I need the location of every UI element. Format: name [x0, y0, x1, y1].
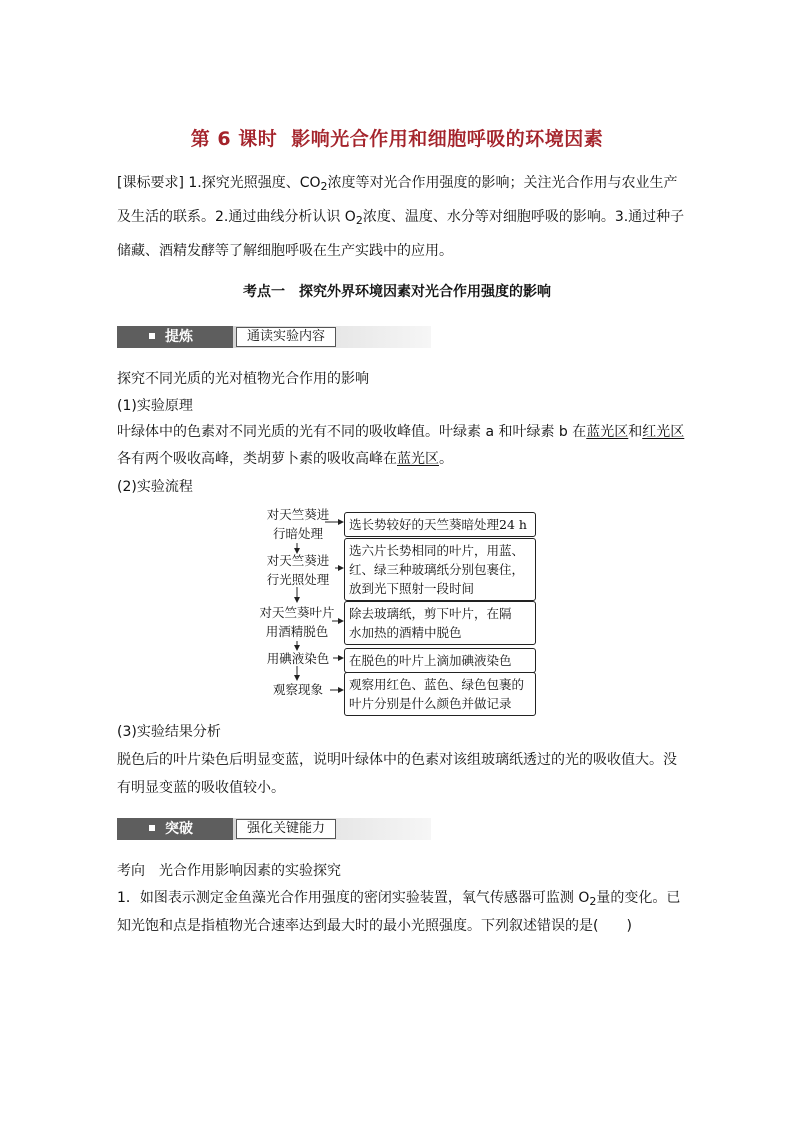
text: 用碘液染色	[266, 651, 330, 666]
standards-text: 及生活的联系。2.通过曲线分析认识 O	[117, 209, 356, 225]
analysis-heading: (3)实验结果分析	[117, 724, 221, 740]
kaoxiang-heading	[117, 861, 341, 881]
principle-heading: (1)实验原理	[117, 398, 193, 414]
text: 。	[439, 451, 453, 467]
text: 行暗处理	[272, 526, 323, 541]
text: 用酒精脱色	[265, 624, 329, 639]
experiment-heading: 探究不同光质的光对植物光合作用的影响	[117, 371, 369, 387]
flow-step-box	[344, 538, 536, 601]
flow-step-box	[344, 672, 536, 716]
kaodian-label: 考点一	[243, 284, 285, 300]
square-icon	[149, 825, 155, 831]
text: 行光照处理	[266, 572, 330, 587]
flow-step-box	[344, 601, 536, 645]
text: 各有两个吸收高峰，类胡萝卜素的吸收高峰在	[117, 451, 397, 467]
text: 1．如图表示测定金鱼藻光合作用强度的密闭实验装置，氧气传感器可监测 O	[117, 890, 590, 906]
standards-text: 浓度、温度、水分等对细胞呼吸的影响。3.通过种子	[362, 209, 685, 225]
section-box-label: 强化关键能力	[236, 819, 336, 839]
flow-step-label	[258, 649, 338, 668]
subscript: 2	[589, 895, 597, 908]
text: 对天竺葵叶片	[259, 605, 335, 620]
underlined-answer: 蓝光区	[586, 424, 629, 440]
text: 观察现象	[272, 682, 323, 697]
text: 和	[628, 424, 643, 440]
standards-text: 1.探究光照强度、CO	[183, 175, 321, 191]
procedure-heading: (2)实验流程	[117, 479, 193, 495]
flow-step-box	[344, 648, 536, 673]
text: 观察用红色、蓝色、绿色包裹的	[349, 677, 525, 692]
analysis-line-1: 脱色后的叶片染色后明显变蓝，说明叶绿体中的色素对该组玻璃纸透过的光的吸收值大。没	[117, 752, 677, 768]
text: 叶片分别是什么颜色并做记录	[349, 696, 512, 711]
flow-step-label	[258, 505, 338, 543]
text: 放到光下照射一段时间	[349, 581, 475, 596]
section-dark-label	[117, 818, 233, 840]
section-bar-breakthrough	[117, 818, 431, 840]
standards-text: 浓度等对光合作用强度的影响；关注光合作用与农业生产	[327, 175, 678, 191]
text: 对天竺葵进	[266, 507, 330, 522]
subscript: 2	[320, 180, 328, 193]
question-line-2: 知光饱和点是指植物光合速率达到最大时的最小光照强度。下列叙述错误的是( )	[117, 918, 632, 934]
lesson-number: 第 6 课时	[190, 128, 278, 150]
section-box-label: 通读实验内容	[236, 327, 336, 347]
section-label: 提炼	[165, 329, 193, 345]
standards-tag: [课标要求]	[117, 175, 184, 191]
lesson-topic: 影响光合作用和细胞呼吸的环境因素	[291, 128, 604, 150]
kaodian-title: 探究外界环境因素对光合作用强度的影响	[299, 284, 551, 300]
text: 量的变化。已	[596, 890, 681, 906]
text: 在脱色的叶片上滴加碘液染色	[349, 653, 512, 668]
kaoxiang-label: 考向	[117, 863, 145, 879]
flow-step-box	[344, 512, 536, 537]
text: 叶绿体中的色素对不同光质的光有不同的吸收峰值。叶绿素 a 和叶绿素 b 在	[117, 424, 587, 440]
text: 除去玻璃纸，剪下叶片，在隔	[349, 606, 512, 621]
section-label: 突破	[165, 821, 193, 837]
text: 水加热的酒精中脱色	[349, 625, 462, 640]
kaoxiang-title: 光合作用影响因素的实验探究	[159, 863, 341, 879]
text: 红、绿三种玻璃纸分别包裹住，	[349, 562, 525, 577]
flow-step-label	[252, 603, 342, 641]
text: 选六片长势相同的叶片，用蓝、	[349, 543, 525, 558]
underlined-answer: 红光区	[642, 424, 685, 440]
analysis-line-2: 有明显变蓝的吸收值较小。	[117, 780, 285, 796]
text: 对天竺葵进	[266, 553, 330, 568]
subscript: 2	[355, 214, 363, 227]
flow-step-label	[258, 680, 338, 699]
underlined-answer: 蓝光区	[397, 451, 439, 467]
flow-step-label	[258, 551, 338, 589]
text: 选长势较好的天竺葵暗处理24 h	[349, 517, 527, 532]
question-line-1	[117, 888, 680, 912]
standards-text: 储藏、酒精发酵等了解细胞呼吸在生产实践中的应用。	[117, 243, 453, 259]
